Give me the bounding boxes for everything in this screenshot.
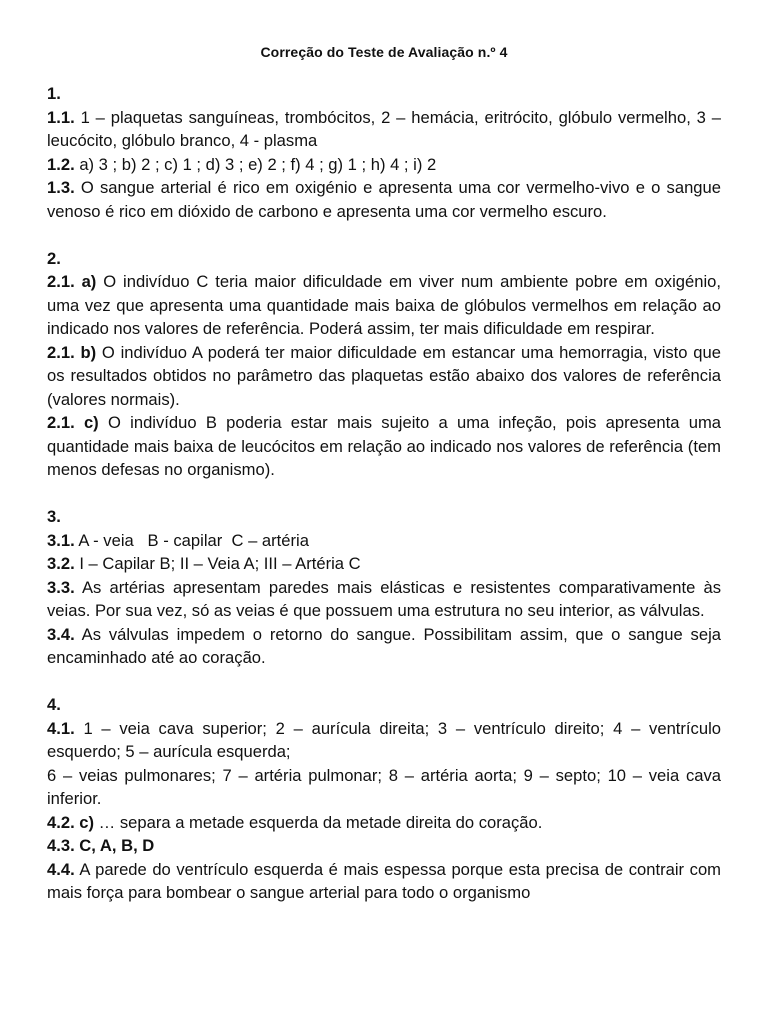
answer-2-1-b xyxy=(47,341,721,412)
answer-3-1 xyxy=(47,529,721,553)
answer-text: 1 – veia cava superior; 2 – aurícula direita; 3 – ventrículo direito; 4 – ventrículo esquerdo; 5 – aurícula esquerda; xyxy=(47,718,721,761)
answer-text: 1 – plaquetas sanguíneas, trombócitos, 2 – hemácia, eritrócito, glóbulo vermelho, 3 – leucócito, glóbulo branco, 4 - plasma xyxy=(47,107,721,150)
answer-label: 3.1. xyxy=(47,530,75,550)
answer-1-3 xyxy=(47,176,721,223)
answer-1-2 xyxy=(47,153,721,177)
answer-4-1-continued xyxy=(47,764,721,811)
spacer xyxy=(47,670,721,694)
answer-label: 2.1. c) xyxy=(47,413,99,432)
answer-4-4 xyxy=(47,858,721,905)
answer-4-3 xyxy=(47,834,721,858)
spacer xyxy=(47,482,721,506)
answer-text: 6 – veias pulmonares; 7 – artéria pulmonar; 8 – artéria aorta; 9 – septo; 10 – veia cava inferior. xyxy=(47,765,721,808)
section-1-number: 1. xyxy=(47,84,61,103)
answer-label: 3.4. xyxy=(47,624,75,644)
answer-label: 3.2. xyxy=(47,554,75,573)
answer-text: O indivíduo B poderia estar mais sujeito a uma infeção, pois apresenta uma quantidade mais baixa de leucócitos em relação ao indicado nos valores de referência (tem menos defesas no organismo). xyxy=(47,413,721,479)
answer-4-2 xyxy=(47,811,721,835)
answer-2-1-c xyxy=(47,411,721,482)
answer-label: 4.1. xyxy=(47,718,75,738)
document-body xyxy=(47,82,721,905)
section-3-number: 3. xyxy=(47,507,61,526)
answer-label: 4.2. c) xyxy=(47,812,95,832)
answer-text: O sangue arterial é rico em oxigénio e apresenta uma cor vermelho-vivo e o sangue venoso é rico em dióxido de carbono e apresenta uma cor vermelho escuro. xyxy=(47,178,721,221)
answer-label: 1.1. xyxy=(47,107,75,127)
answer-label: 3.3. xyxy=(47,577,75,597)
answer-label: 1.3. xyxy=(47,178,75,197)
answer-label: 1.2. xyxy=(47,154,75,174)
answer-text: As válvulas impedem o retorno do sangue. Possibilitam assim, que o sangue seja encaminhado até ao coração. xyxy=(47,624,721,667)
answer-label: 4.3. C, A, B, D xyxy=(47,836,155,855)
answer-text: I – Capilar B; II – Veia A; III – Artéria C xyxy=(79,554,361,573)
answer-4-1 xyxy=(47,717,721,764)
answer-text: O indivíduo C teria maior dificuldade em viver num ambiente pobre em oxigénio, uma vez que apresenta uma quantidade mais baixa de glóbulos vermelhos em relação ao indicado nos valores de referência. Poderá assim, ter mais dificuldade em respirar. xyxy=(47,272,721,338)
answer-text: A - veia B - capilar C – artéria xyxy=(78,530,309,550)
answer-3-3 xyxy=(47,576,721,623)
answer-3-2 xyxy=(47,552,721,576)
answer-3-4 xyxy=(47,623,721,670)
section-4-number: 4. xyxy=(47,695,61,714)
answer-text: A parede do ventrículo esquerda é mais espessa porque esta precisa de contrair com mais força para bombear o sangue arterial para todo o organismo xyxy=(47,859,721,902)
answer-2-1-a xyxy=(47,270,721,341)
document-title: Correção do Teste de Avaliação n.º 4 xyxy=(260,44,508,60)
spacer xyxy=(47,223,721,247)
answer-text: a) 3 ; b) 2 ; c) 1 ; d) 3 ; e) 2 ; f) 4 ; g) 1 ; h) 4 ; i) 2 xyxy=(79,154,437,174)
answer-label: 4.4. xyxy=(47,859,75,879)
answer-text: … separa a metade esquerda da metade direita do coração. xyxy=(98,812,543,832)
section-2-number: 2. xyxy=(47,248,61,268)
answer-label: 2.1. a) xyxy=(47,272,97,291)
answer-1-1 xyxy=(47,106,721,153)
answer-text: As artérias apresentam paredes mais elásticas e resistentes comparativamente às veias. Por sua vez, só as veias é que possuem uma estrutura no seu interior, as válvulas. xyxy=(47,577,722,620)
answer-text: O indivíduo A poderá ter maior dificuldade em estancar uma hemorragia, visto que os resultados obtidos no parâmetro das plaquetas estão abaixo dos valores de referência (valores normais). xyxy=(47,342,721,409)
answer-label: 2.1. b) xyxy=(47,342,97,362)
